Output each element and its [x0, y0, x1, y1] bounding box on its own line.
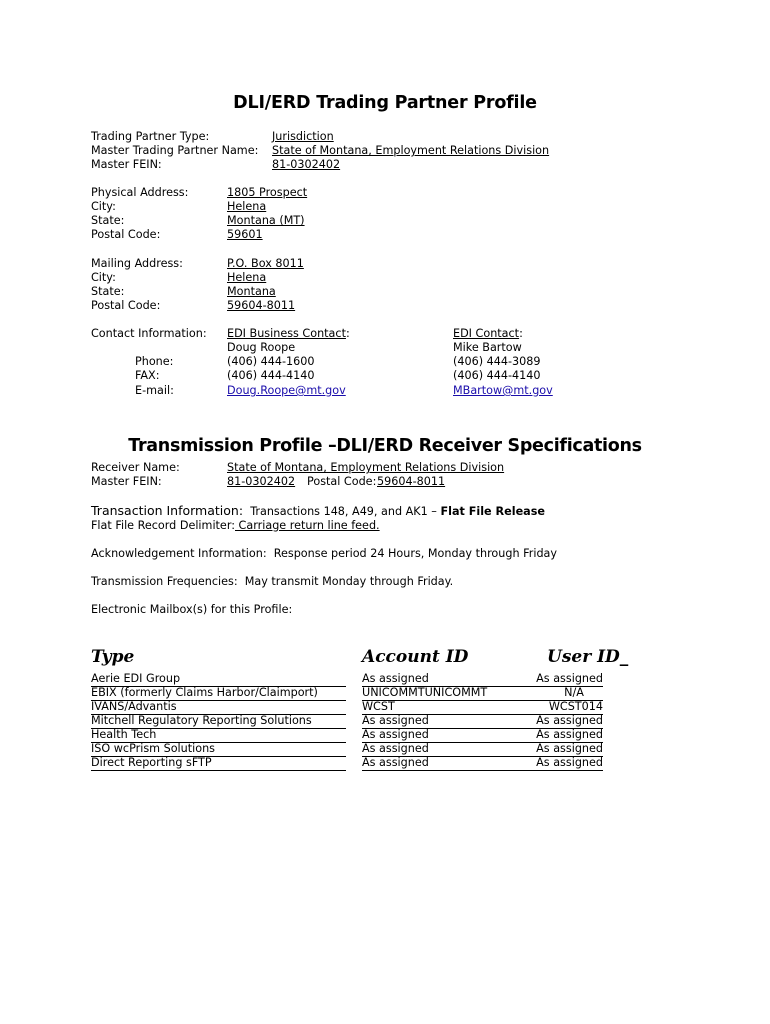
email-label: E-mail:: [135, 384, 174, 397]
mailing-postal-value: 59604-8011: [227, 299, 296, 312]
transaction-info-release: Flat File Release: [440, 505, 545, 518]
physical-city-value: Helena: [227, 200, 267, 213]
col-header-user-id: User ID_: [547, 647, 629, 667]
mailbox-label: Electronic Mailbox(s) for this Profile:: [91, 603, 293, 616]
row-type: ISO wcPrism Solutions: [91, 742, 346, 757]
receiver-fein-value: 81-0302402: [227, 475, 296, 488]
mailing-address-label: Mailing Address:: [91, 257, 183, 270]
row-account-id: As assigned: [362, 728, 534, 743]
transmission-title: Transmission Profile –DLI/ERD Receiver Specifications: [128, 436, 642, 456]
physical-address-label: Physical Address:: [91, 186, 189, 199]
row-type: EBIX (formerly Claims Harbor/Claimport): [91, 686, 346, 701]
row-type: Health Tech: [91, 728, 346, 743]
row-account-id: WCST: [362, 700, 534, 715]
row-type: Direct Reporting sFTP: [91, 756, 346, 771]
partner-fein-label: Master FEIN:: [91, 158, 162, 171]
business-contact-name: Doug Roope: [227, 341, 296, 354]
row-user-id: As assigned: [534, 728, 603, 743]
edi-contact-email-link[interactable]: MBartow@mt.gov: [453, 384, 553, 397]
physical-address-value: 1805 Prospect: [227, 186, 308, 199]
col-header-type: Type: [91, 647, 135, 667]
row-user-id: [534, 686, 603, 701]
transaction-info-value: Transactions 148, A49, and AK1 –: [250, 505, 437, 518]
freq-label: Transmission Frequencies:: [91, 575, 238, 588]
partner-name-value: State of Montana, Employment Relations Division: [272, 144, 550, 157]
row-user-id-text: N/A: [564, 686, 584, 699]
freq-value: May transmit Monday through Friday.: [244, 575, 454, 588]
mailing-state-value: Montana: [227, 285, 276, 298]
row-account-id: UNICOMMTUNICOMMT: [362, 686, 534, 701]
delimiter-label: Flat File Record Delimiter:: [91, 519, 235, 532]
mailing-postal-label: Postal Code:: [91, 299, 161, 312]
mailing-address-value: P.O. Box 8011: [227, 257, 304, 270]
receiver-postal-value: 59604-8011: [377, 475, 446, 488]
business-contact-heading: [227, 327, 350, 341]
receiver-name-value: State of Montana, Employment Relations Division: [227, 461, 505, 474]
receiver-postal-label: Postal Code:: [307, 475, 377, 488]
edi-contact-heading-colon: :: [519, 327, 523, 340]
row-account-id: As assigned: [362, 672, 534, 687]
row-account-id: As assigned: [362, 714, 534, 729]
ack-value: Response period 24 Hours, Monday through Friday: [273, 547, 558, 560]
col-header-account-id: Account ID: [362, 647, 469, 667]
transaction-info-label: Transaction Information:: [91, 503, 244, 518]
fax-label: FAX:: [135, 369, 160, 382]
partner-name-label: Master Trading Partner Name:: [91, 144, 259, 157]
row-user-id: WCST014: [534, 700, 603, 715]
contact-label: Contact Information:: [91, 327, 207, 340]
physical-city-label: City:: [91, 200, 116, 213]
receiver-name-label: Receiver Name:: [91, 461, 180, 474]
row-type: Mitchell Regulatory Reporting Solutions: [91, 714, 346, 729]
business-contact-heading-text: EDI Business Contact: [227, 327, 346, 340]
row-user-id: As assigned: [534, 672, 603, 687]
transaction-info: [91, 504, 545, 519]
edi-contact-heading-text: EDI Contact: [453, 327, 520, 340]
page-title: DLI/ERD Trading Partner Profile: [233, 93, 537, 113]
business-contact-email-link[interactable]: Doug.Roope@mt.gov: [227, 384, 346, 397]
business-contact-fax: (406) 444-4140: [227, 369, 315, 382]
row-account-id: As assigned: [362, 756, 534, 771]
physical-state-label: State:: [91, 214, 125, 227]
partner-type-value: Jurisdiction: [272, 130, 334, 143]
phone-label: Phone:: [135, 355, 174, 368]
mailing-city-value: Helena: [227, 271, 267, 284]
edi-contact-name: Mike Bartow: [453, 341, 522, 354]
partner-type-label: Trading Partner Type:: [91, 130, 210, 143]
mailing-city-label: City:: [91, 271, 116, 284]
row-user-id: As assigned: [534, 742, 603, 757]
row-type: Aerie EDI Group: [91, 672, 346, 687]
edi-contact-phone: (406) 444-3089: [453, 355, 541, 368]
row-type: IVANS/Advantis: [91, 700, 346, 715]
freq-info: [91, 575, 453, 589]
mailing-state-label: State:: [91, 285, 125, 298]
partner-fein-value: 81-0302402: [272, 158, 341, 171]
row-account-id: As assigned: [362, 742, 534, 757]
edi-contact-heading: [453, 327, 523, 341]
delimiter-info: [91, 519, 380, 533]
edi-contact-fax: (406) 444-4140: [453, 369, 541, 382]
row-user-id: As assigned: [534, 756, 603, 771]
ack-label: Acknowledgement Information:: [91, 547, 267, 560]
receiver-fein-label: Master FEIN:: [91, 475, 162, 488]
business-contact-heading-colon: :: [345, 327, 350, 340]
ack-info: [91, 547, 557, 561]
physical-state-value: Montana (MT): [227, 214, 305, 227]
business-contact-phone: (406) 444-1600: [227, 355, 315, 368]
physical-postal-value: 59601: [227, 228, 263, 241]
physical-postal-label: Postal Code:: [91, 228, 161, 241]
delimiter-value: Carriage return line feed.: [235, 519, 380, 532]
row-user-id: As assigned: [534, 714, 603, 729]
